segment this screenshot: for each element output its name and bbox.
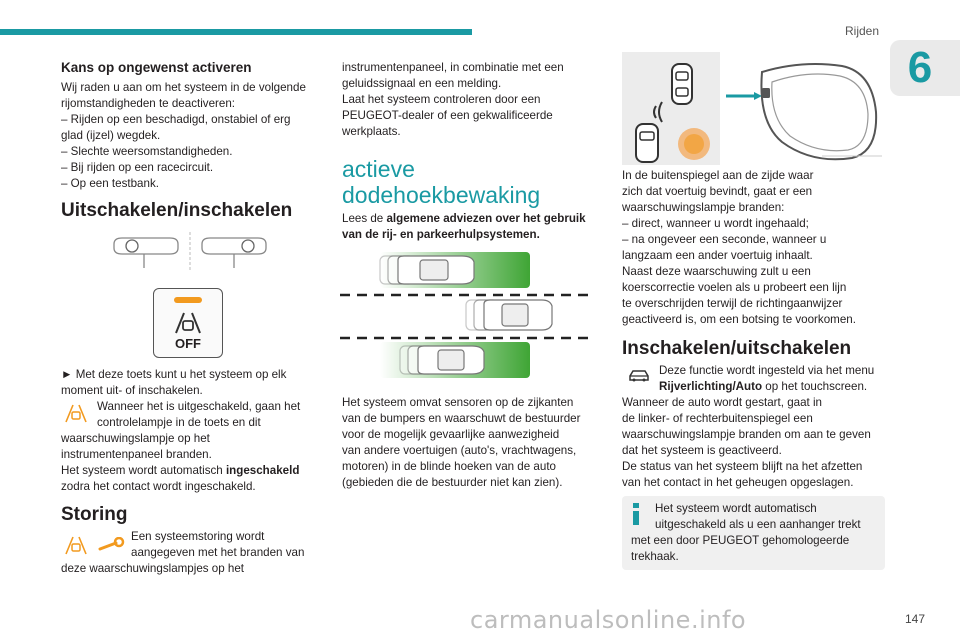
omvat-line: Het systeem omvat sensoren op de zijkanten	[342, 396, 574, 409]
auto-text: Het systeem wordt automatisch	[61, 464, 226, 477]
toets-paragraph	[61, 367, 331, 399]
menu-text: op het touchscreen.	[762, 380, 868, 393]
spiegel-line: Naast deze waarschuwing zult u een	[622, 265, 811, 278]
auto-text-bold: ingeschakeld	[225, 464, 300, 477]
info-line: met een door PEUGEOT gehomologeerde	[631, 534, 850, 547]
kans-line: Wij raden u aan om het systeem in de volgende	[61, 81, 306, 94]
mirror-warning-illustration	[622, 52, 884, 165]
cont-line: PEUGEOT-dealer of een gekwalificeerde	[342, 109, 553, 122]
menu-path: Rijverlichting/Auto	[659, 380, 763, 393]
omvat-line: van andere voertuigen (auto's, vrachtwagens,	[342, 444, 577, 457]
storing-text-indent	[131, 529, 331, 561]
cont-line: werkplaats.	[342, 125, 401, 138]
cont-line: Laat het systeem controleren door een	[342, 93, 541, 106]
spiegel-line: waarschuwingslampje branden:	[622, 201, 785, 214]
blind-spot-off-button[interactable]	[153, 288, 223, 358]
kans-line: – Op een testbank.	[61, 177, 159, 190]
indicator-lamp	[174, 297, 202, 303]
omvat-line: (gebieden die de bestuurder niet kan zien).	[342, 476, 563, 489]
warning-text	[61, 431, 331, 495]
auto-line: de linker- of rechterbuitenspiegel een	[622, 412, 813, 425]
auto-line	[61, 463, 331, 479]
kans-line: – Slechte weersomstandigheden.	[61, 145, 233, 158]
lees-paragraph	[342, 211, 602, 243]
storing-line: Een systeemstoring wordt	[131, 530, 265, 543]
mirror-warning-svg	[622, 52, 884, 165]
spiegel-line: langzaam een ander voertuig inhaalt.	[622, 249, 813, 262]
page-number: 147	[905, 612, 926, 626]
warning-line: controlelampje in de toets en dit	[97, 416, 261, 429]
spiegel-paragraph	[622, 168, 887, 328]
spiegel-line: te overschrijden terwijl de richtingaanwijzer	[622, 297, 843, 310]
spiegel-line: koerscorrectie voelen als u probeert een lijn	[622, 281, 847, 294]
warning-lamp-icon	[63, 402, 89, 424]
warning-lamp-icon	[63, 534, 89, 556]
heading-storing: Storing	[61, 504, 128, 525]
storing-text	[61, 561, 331, 577]
info-icon	[630, 503, 642, 525]
menu-line: Deze functie wordt ingesteld via het menu	[659, 364, 875, 377]
heading-kans: Kans op ongewenst activeren	[61, 60, 252, 75]
warning-line: waarschuwingslampje op het	[61, 432, 210, 445]
spiegel-line: – na ongeveer een seconde, wanneer u	[622, 233, 827, 246]
lees-bold: algemene adviezen over het gebruik	[386, 212, 586, 225]
menu-line	[659, 379, 889, 395]
lees-line: van de rij- en parkeerhulpsystemen.	[342, 228, 540, 241]
kans-line: – Bij rijden op een racecircuit.	[61, 161, 214, 174]
storing-line: deze waarschuwingslampjes op het	[61, 562, 245, 575]
chapter-number: 6	[907, 43, 933, 92]
lees-text: Lees de	[342, 212, 387, 225]
kans-line: – Rijden op een beschadigd, onstabiel of erg	[61, 113, 291, 126]
auto-line: waarschuwingslampje branden om aan te geven	[622, 428, 871, 441]
spiegel-line: – direct, wanneer u wordt ingehaald;	[622, 217, 809, 230]
auto-line: van het contact in het geheugen opgeslagen.	[622, 476, 854, 489]
auto-line: De status van het systeem blijft na het afzetten	[622, 460, 863, 473]
warning-line: instrumentenpaneel branden.	[61, 448, 212, 461]
auto-paragraph	[622, 395, 892, 491]
blind-spot-icon	[172, 309, 204, 335]
warning-text-indent	[97, 399, 327, 431]
spiegel-line: zich dat voertuig bevindt, gaat er een	[622, 185, 813, 198]
omvat-line: motoren) in de blinde hoeken van de auto	[342, 460, 556, 473]
continued-paragraph	[342, 60, 602, 140]
auto-line: Wanneer de auto wordt gestart, gaat in	[622, 396, 823, 409]
auto-line: dat het systeem is geactiveerd.	[622, 444, 782, 457]
toets-line: ► Met deze toets kunt u het systeem op elk	[61, 368, 287, 381]
kans-line: glad (ijzel) wegdek.	[61, 129, 161, 142]
car-settings-icon	[627, 368, 651, 384]
info-line: trekhaak.	[631, 550, 679, 563]
spiegel-line: geactiveerd is, om een botsing te voorkomen.	[622, 313, 856, 326]
lees-line	[342, 211, 602, 227]
heading-line: dodehoekbewaking	[342, 182, 541, 208]
info-line: Het systeem wordt automatisch	[655, 502, 817, 515]
kans-line: rijomstandigheden te deactiveren:	[61, 97, 236, 110]
cont-line: geluidssignaal en een melding.	[342, 77, 502, 90]
toets-line: moment uit- of inschakelen.	[61, 384, 203, 397]
header-accent-bar	[0, 29, 472, 35]
heading-line: actieve	[342, 156, 415, 182]
info-box	[622, 496, 885, 570]
omvat-line: van de bumpers en waarschuwt de bestuurder	[342, 412, 581, 425]
storing-line: aangegeven met het branden van	[131, 546, 305, 559]
watermark: carmanualsonline.info	[470, 606, 747, 634]
omvat-line: voor de mogelijk gevaarlijke aanwezigheid	[342, 428, 560, 441]
info-text	[631, 533, 881, 565]
wrench-icon	[98, 537, 126, 553]
menu-paragraph	[659, 363, 889, 395]
heading-actieve-dodehoek	[342, 156, 540, 208]
spiegel-line: In de buitenspiegel aan de zijde waar	[622, 169, 814, 182]
mirror-stalks-illustration	[110, 228, 270, 276]
info-line: uitgeschakeld als u een aanhanger trekt	[655, 518, 861, 531]
blind-spot-zones-diagram	[340, 250, 590, 380]
off-label: OFF	[175, 336, 201, 351]
heading-inschakelen: Inschakelen/uitschakelen	[622, 338, 852, 359]
info-text-indent	[655, 501, 880, 533]
section-title: Rijden	[845, 24, 880, 38]
auto-line: zodra het contact wordt ingeschakeld.	[61, 480, 256, 493]
kans-paragraph	[61, 80, 331, 192]
warning-line: Wanneer het is uitgeschakeld, gaan het	[97, 400, 301, 413]
cont-line: instrumentenpaneel, in combinatie met een	[342, 61, 564, 74]
heading-uitschakelen: Uitschakelen/inschakelen	[61, 200, 293, 221]
omvat-paragraph	[342, 395, 602, 491]
